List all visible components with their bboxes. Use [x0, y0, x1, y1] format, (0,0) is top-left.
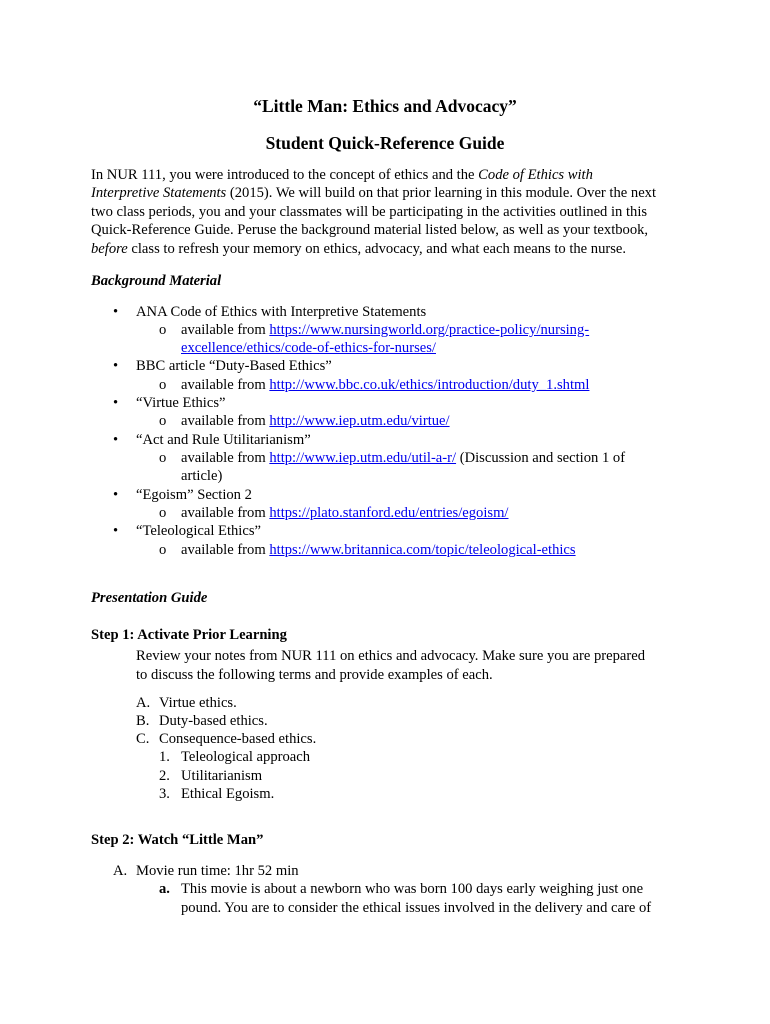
resource-title: “Act and Rule Utilitarianism” [136, 432, 311, 448]
list-marker: 3. [159, 786, 170, 802]
resource-title: BBC article “Duty-Based Ethics” [136, 358, 332, 374]
bullet-dot: • [113, 358, 119, 374]
list-item-continued: pound. You are to consider the ethical issues involved in the delivery and care of [181, 900, 652, 916]
resource-link-continued[interactable]: excellence/ethics/code-of-ethics-for-nurses/ [181, 340, 436, 356]
list-marker: 1. [159, 749, 170, 765]
available-label: available from [181, 322, 270, 338]
bullet-dot: • [113, 432, 119, 448]
resource-link[interactable]: http://www.iep.utm.edu/util-a-r/ [269, 450, 457, 466]
intro-emphasis: Interpretive Statements [91, 185, 227, 202]
document-subtitle: Student Quick-Reference Guide [265, 133, 505, 153]
resource-availability [181, 541, 576, 559]
intro-text: (2015). We will build on that prior learning in this module. Over the next [226, 185, 657, 202]
resource-link[interactable]: http://www.bbc.co.uk/ethics/introduction/duty_1.shtml [269, 377, 590, 393]
resource-title: “Virtue Ethics” [136, 395, 226, 411]
resource-link[interactable]: https://www.nursingworld.org/practice-policy/nursing- [269, 322, 590, 338]
list-marker: 2. [159, 768, 170, 784]
intro-emphasis: before [91, 240, 128, 257]
bullet-dot: • [113, 523, 119, 539]
sub-bullet: o [159, 322, 167, 338]
sub-bullet: o [159, 413, 167, 429]
document-title: “Little Man: Ethics and Advocacy” [253, 96, 517, 116]
resource-availability [181, 504, 508, 522]
list-item: Virtue ethics. [159, 695, 237, 711]
resource-note: (Discussion and section 1 of [456, 450, 626, 466]
available-label: available from [181, 542, 270, 558]
list-item: Utilitarianism [181, 768, 263, 784]
available-label: available from [181, 450, 270, 466]
resource-availability [181, 321, 589, 339]
resource-title: “Teleological Ethics” [136, 523, 261, 539]
list-marker: B. [136, 713, 150, 729]
resource-availability [181, 376, 589, 394]
bullet-dot: • [113, 395, 119, 411]
step1-text: Review your notes from NUR 111 on ethics and advocacy. Make sure you are prepared [136, 648, 645, 664]
intro-text: class to refresh your memory on ethics, advocacy, and what each means to the nurse. [127, 240, 627, 257]
list-item: Consequence-based ethics. [159, 731, 317, 747]
background-heading: Background Material [91, 273, 222, 289]
intro-emphasis: Code of Ethics with [478, 167, 593, 183]
list-marker: A. [113, 863, 128, 879]
list-item: Duty-based ethics. [159, 713, 268, 729]
list-item: Teleological approach [181, 749, 311, 765]
list-item: Movie run time: 1hr 52 min [136, 863, 299, 879]
sub-bullet: o [159, 505, 167, 521]
intro-text: two class periods, you and your classmates will be participating in the activities outlined in this [91, 203, 648, 220]
available-label: available from [181, 413, 270, 429]
list-marker: a. [159, 881, 170, 897]
resource-availability [181, 449, 625, 467]
step1-text: to discuss the following terms and provide examples of each. [136, 667, 493, 683]
resource-note-continued: article) [181, 468, 223, 484]
step2-heading: Step 2: Watch “Little Man” [91, 832, 264, 848]
list-item: This movie is about a newborn who was born 100 days early weighing just one [181, 881, 644, 897]
resource-title: “Egoism” Section 2 [136, 487, 252, 503]
step1-heading: Step 1: Activate Prior Learning [91, 627, 287, 643]
sub-bullet: o [159, 450, 167, 466]
resource-title: ANA Code of Ethics with Interpretive Statements [136, 304, 427, 320]
bullet-dot: • [113, 487, 119, 503]
resource-link[interactable]: https://plato.stanford.edu/entries/egoism/ [269, 505, 509, 521]
resource-availability [181, 412, 450, 430]
list-marker: A. [136, 695, 151, 711]
sub-bullet: o [159, 542, 167, 558]
resource-link[interactable]: https://www.britannica.com/topic/teleological-ethics [269, 542, 576, 558]
presentation-heading: Presentation Guide [91, 590, 208, 606]
available-label: available from [181, 505, 270, 521]
sub-bullet: o [159, 377, 167, 393]
intro-text: In NUR 111, you were introduced to the concept of ethics and the [91, 167, 479, 183]
intro-paragraph [91, 166, 681, 258]
bullet-dot: • [113, 304, 119, 320]
intro-text: Quick-Reference Guide. Peruse the background material listed below, as well as your textbook, [91, 222, 649, 239]
available-label: available from [181, 377, 270, 393]
resource-link[interactable]: http://www.iep.utm.edu/virtue/ [269, 413, 450, 429]
list-marker: C. [136, 731, 150, 747]
list-item: Ethical Egoism. [181, 786, 275, 802]
